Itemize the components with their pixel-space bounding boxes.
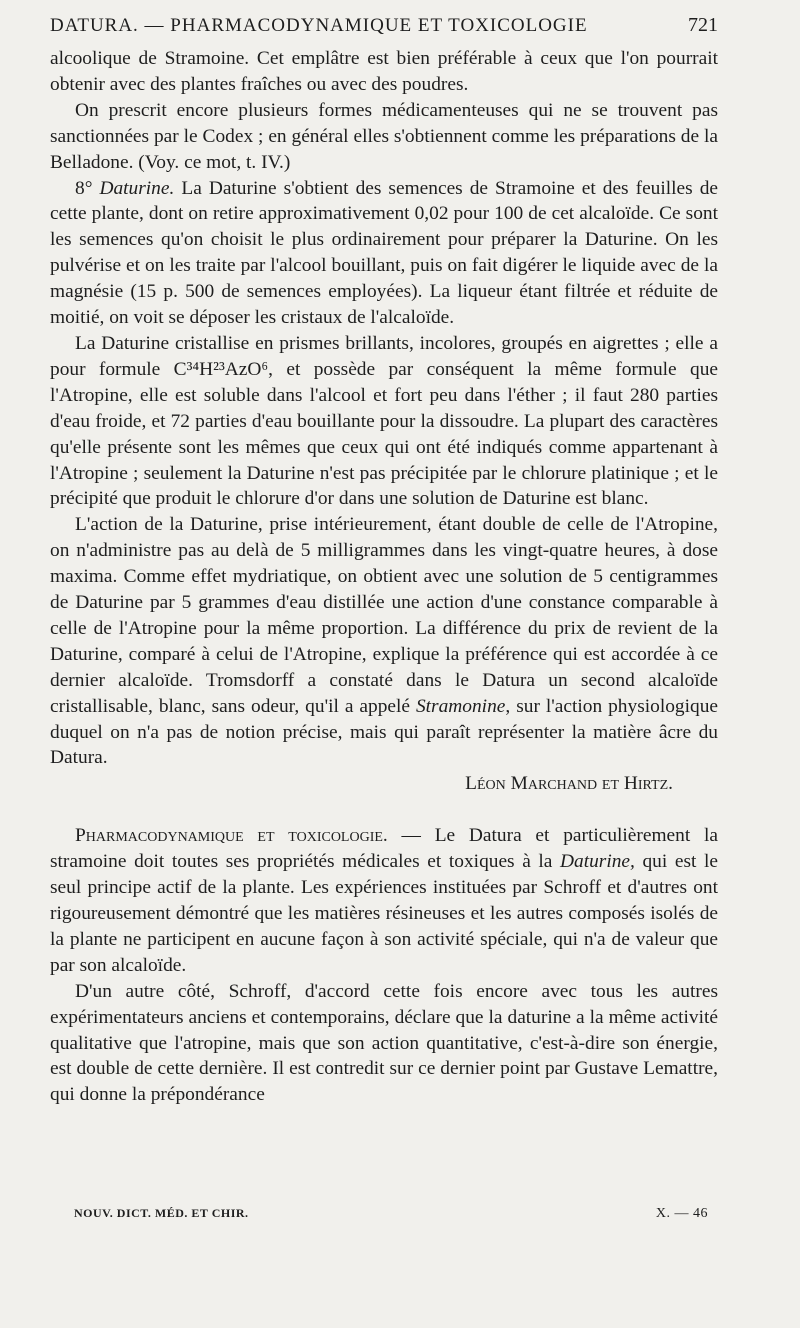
author-signature: Léon Marchand et Hirtz.	[465, 773, 673, 795]
page-footer	[74, 1206, 708, 1222]
page-number: 721	[688, 14, 718, 36]
pharmaco-text: — Le Datura et particulièrement la stramoine doit toutes ses propriétés médicales et toxiques à la	[50, 825, 719, 873]
running-head-title: DATURA. — PHARMACODYNAMIQUE ET TOXICOLOGIE	[50, 15, 588, 36]
action-text-end: , sur l'action physiologique duquel on n'a pas de notion précise, mais qui paraît représenter la matière âcre du Datura.	[50, 695, 718, 769]
page-body	[50, 46, 718, 1108]
section-title-daturine: Daturine.	[99, 177, 175, 199]
pharmaco-text-end: qui est le seul principe actif de la plante. Les expériences instituées par Schroff et d'autres ont rigoureusement démontré que les matières résineuses et les autres composés isolés de la plante ne participent en aucune façon à son activité spéciale, qui n'a de valeur que par son alcaloïde.	[50, 851, 719, 976]
paragraph-schroff: D'un autre côté, Schroff, d'accord cette fois encore avec tous les autres expérimentateurs anciens et contemporains, déclare que la daturine a la même activité qualitative que l'atropine, mais que son action quantitative, c'est-à-dire son énergie, est double de cette dernière. Il est contredit sur ce dernier point par Gustave Lemattre, qui donne la prépondérance	[50, 980, 718, 1106]
section-heading-pharmacodynamics: Pharmacodynamique et toxicologie.	[75, 825, 388, 847]
action-text: L'action de la Daturine, prise intérieurement, étant double de celle de l'Atropine, on n'administre pas au delà de 5 milligrammes dans les vingt-quatre heures, à dose maxima. Comme effet mydriatique, on obtient avec une solution de 5 centigrammes de Daturine par 5 grammes d'eau distillée une action d'une constance comparable à celle de l'Atropine pour la même proportion. La différence du prix de revient de la Daturine, comparé à celui de l'Atropine, explique la préférence qui est accordée à ce dernier alcaloïde. Tromsdorff a constaté dans le Datura un second alcaloïde cristallisable, blanc, sans odeur, qu'il a appelé	[50, 514, 718, 717]
footer-signature-mark: X. — 46	[655, 1206, 708, 1221]
paragraph-crystallization: La Daturine cristallise en prismes brillants, incolores, groupés en aigrettes ; elle a pour formule C³⁴H²³AzO⁶, et possède par conséquent la même formule que l'Atropine, elle est soluble dans l'alcool et fort peu dans l'éther ; il faut 280 parties d'eau froide, et 72 parties d'eau bouillante pour la dissoudre. La plupart des caractères qu'elle présente sont les mêmes que ceux qui ont été indiqués comme appartenant à l'Atropine ; seulement la Daturine n'est pas précipitée par le chlorure platinique ; et le précipité que produit le chlorure d'or dans une solution de Daturine est blanc.	[50, 332, 718, 510]
paragraph-daturine	[50, 176, 718, 331]
running-head	[50, 14, 718, 44]
footer-publication: NOUV. DICT. MÉD. ET CHIR.	[74, 1206, 249, 1220]
section-text: La Daturine s'obtient des semences de Stramoine et des feuilles de cette plante, dont on retire approximativement 0,02 pour 100 de cet alcaloïde. Ce sont les semences qu'on choisit le plus ordinairement pour préparer la Daturine. On les pulvérise et on les traite par l'alcool bouillant, puis on fait digérer le liquide avec de la magnésie (15 p. 500 de semences employées). La liqueur étant filtrée et réduite de moitié, on voit se déposer les cristaux de l'alcaloïde.	[50, 177, 718, 329]
paragraph-forms: On prescrit encore plusieurs formes médicamenteuses qui ne se trouvent pas sanctionnées par le Codex ; en général elles s'obtiennent comme les préparations de la Belladone. (Voy. ce mot, t. IV.)	[50, 99, 718, 173]
paragraph-action	[50, 512, 718, 771]
paragraph-continuation: alcoolique de Stramoine. Cet emplâtre est bien préférable à ceux que l'on pourrait obtenir avec des plantes fraîches ou avec des poudres.	[50, 48, 718, 95]
section-number: 8°	[75, 177, 100, 199]
stramonine-term: Stramonine	[415, 695, 506, 717]
daturine-term: Daturine,	[560, 851, 635, 873]
paragraph-pharmacodynamics	[50, 823, 718, 978]
